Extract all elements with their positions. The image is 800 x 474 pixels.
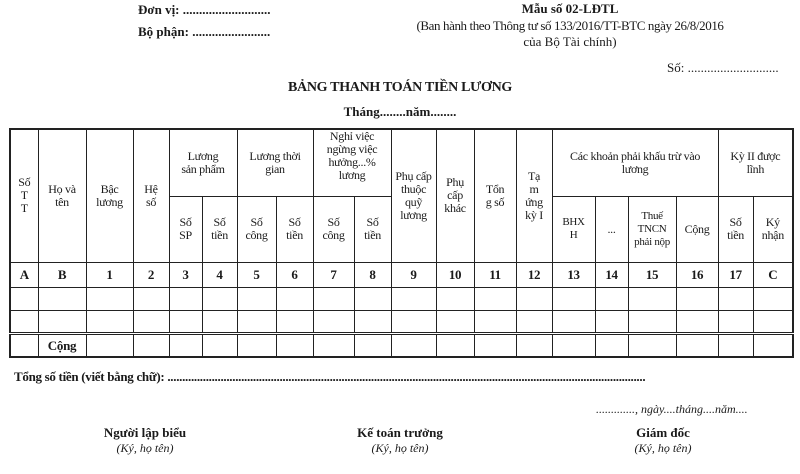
header-ellipsis: ...	[595, 196, 628, 262]
header-so-cong: Số công	[237, 196, 276, 262]
column-number: 2	[133, 262, 169, 287]
cell	[718, 287, 753, 310]
header-bac-luong: Bậc lương	[86, 129, 133, 262]
cell	[202, 287, 237, 310]
signer-preparer	[65, 425, 225, 456]
column-number: 14	[595, 262, 628, 287]
cell	[753, 333, 793, 357]
column-number: C	[753, 262, 793, 287]
column-number: 8	[354, 262, 391, 287]
header-stt: Số T T	[10, 129, 38, 262]
cell	[516, 333, 552, 357]
cell	[391, 287, 436, 310]
page-title: BẢNG THANH TOÁN TIỀN LƯƠNG	[287, 80, 513, 95]
cell	[313, 310, 354, 333]
signer-note: (Ký, họ tên)	[116, 441, 174, 455]
cell	[628, 333, 676, 357]
header-so-sp: Số SP	[169, 196, 202, 262]
cell	[313, 333, 354, 357]
cell	[38, 287, 86, 310]
cell	[676, 310, 718, 333]
header-ho-ten: Họ và tên	[38, 129, 86, 262]
cell	[474, 310, 516, 333]
column-number: 1	[86, 262, 133, 287]
header-tam-ung: Tạ m ứng kỳ I	[516, 129, 552, 262]
cell	[86, 333, 133, 357]
header-tong-so: Tổn g số	[474, 129, 516, 262]
cell	[436, 310, 474, 333]
cell	[595, 310, 628, 333]
issued-by-line1: (Ban hành theo Thông tư số 133/2016/TT-BTC ngày 26/8/2016	[416, 18, 724, 33]
total-amount-in-words: Tổng số tiền (viết bằng chữ): ..................................................................................................................................................................	[14, 369, 646, 384]
header-so-tien: Số tiền	[276, 196, 313, 262]
header-he-so: Hệ số	[133, 129, 169, 262]
signer-director	[583, 425, 743, 456]
header-phu-cap-khac: Phụ cấp khác	[436, 129, 474, 262]
header-ky-ii: Kỳ II được lĩnh	[718, 129, 793, 196]
cell	[436, 333, 474, 357]
document-number: Số: ............................	[667, 60, 779, 75]
cell	[276, 310, 313, 333]
cell	[86, 310, 133, 333]
cell	[718, 310, 753, 333]
cell	[202, 333, 237, 357]
cell	[628, 310, 676, 333]
cell	[38, 310, 86, 333]
cell	[169, 287, 202, 310]
column-number: 15	[628, 262, 676, 287]
column-number: 5	[237, 262, 276, 287]
column-number: 16	[676, 262, 718, 287]
cell	[516, 287, 552, 310]
column-number: 6	[276, 262, 313, 287]
cell	[86, 287, 133, 310]
cell	[628, 287, 676, 310]
payroll-table	[9, 128, 794, 358]
header-luong-thoi-gian: Lương thời gian	[237, 129, 313, 196]
column-number: 13	[552, 262, 595, 287]
cell	[276, 287, 313, 310]
cell	[718, 333, 753, 357]
column-number: 3	[169, 262, 202, 287]
cell	[169, 310, 202, 333]
header-khau-tru: Các khoản phải khấu trừ vào lương	[552, 129, 718, 196]
form-number: Mẫu số 02-LĐTL	[521, 1, 619, 16]
cell	[676, 333, 718, 357]
cell	[595, 333, 628, 357]
column-number: 10	[436, 262, 474, 287]
cell	[552, 333, 595, 357]
cell	[354, 287, 391, 310]
cell	[552, 310, 595, 333]
column-number: 17	[718, 262, 753, 287]
cell	[516, 310, 552, 333]
header-bhxh: BHX H	[552, 196, 595, 262]
header-nghi-viec: Nghỉ việc ngừng việc hưởng...% lương	[313, 129, 391, 196]
signer-title: Kế toán trưởng	[357, 425, 443, 440]
cell	[753, 287, 793, 310]
column-number: B	[38, 262, 86, 287]
cell	[753, 310, 793, 333]
cell	[169, 333, 202, 357]
don-vi-field: Đơn vị: ...........................	[138, 2, 271, 17]
table-row	[10, 287, 793, 310]
cell	[436, 287, 474, 310]
cell	[237, 333, 276, 357]
issued-by-line2: của Bộ Tài chính)	[523, 34, 617, 49]
total-label: Cộng	[38, 333, 86, 357]
column-number: 12	[516, 262, 552, 287]
column-number: 7	[313, 262, 354, 287]
month-year: Tháng........năm........	[343, 104, 457, 119]
cell	[552, 287, 595, 310]
header-ky-nhan: Ký nhận	[753, 196, 793, 262]
cell	[474, 287, 516, 310]
cell	[237, 310, 276, 333]
cell	[595, 287, 628, 310]
column-number: 4	[202, 262, 237, 287]
cell	[276, 333, 313, 357]
cell	[10, 287, 38, 310]
cell	[391, 333, 436, 357]
cell	[313, 287, 354, 310]
cell	[10, 310, 38, 333]
total-row	[10, 333, 793, 357]
cell	[354, 333, 391, 357]
header-so-tien: Số tiền	[202, 196, 237, 262]
header-thue-tncn: Thuế TNCN phải nộp	[628, 196, 676, 262]
header-phu-cap-quy-luong: Phụ cấp thuộc quỹ lương	[391, 129, 436, 262]
cell	[10, 333, 38, 357]
cell	[133, 333, 169, 357]
column-number-row	[10, 262, 793, 287]
header-luong-san-pham: Lương sản phẩm	[169, 129, 237, 196]
cell	[391, 310, 436, 333]
signer-title: Giám đốc	[636, 425, 690, 440]
bo-phan-field: Bộ phận: ........................	[138, 24, 271, 39]
cell	[133, 287, 169, 310]
cell	[676, 287, 718, 310]
cell	[202, 310, 237, 333]
signer-note: (Ký, họ tên)	[371, 441, 429, 455]
signer-chief-accountant	[320, 425, 480, 456]
signer-note: (Ký, họ tên)	[634, 441, 692, 455]
column-number: 9	[391, 262, 436, 287]
cell	[474, 333, 516, 357]
cell	[133, 310, 169, 333]
column-number: 11	[474, 262, 516, 287]
header-so-cong: Số công	[313, 196, 354, 262]
column-number: A	[10, 262, 38, 287]
header-so-tien: Số tiền	[354, 196, 391, 262]
cell	[354, 310, 391, 333]
signer-title: Người lập biểu	[103, 425, 187, 440]
table-row	[10, 310, 793, 333]
header-cong: Cộng	[676, 196, 718, 262]
header-so-tien: Số tiền	[718, 196, 753, 262]
date-line: ............., ngày....tháng....năm....	[596, 402, 748, 416]
cell	[237, 287, 276, 310]
